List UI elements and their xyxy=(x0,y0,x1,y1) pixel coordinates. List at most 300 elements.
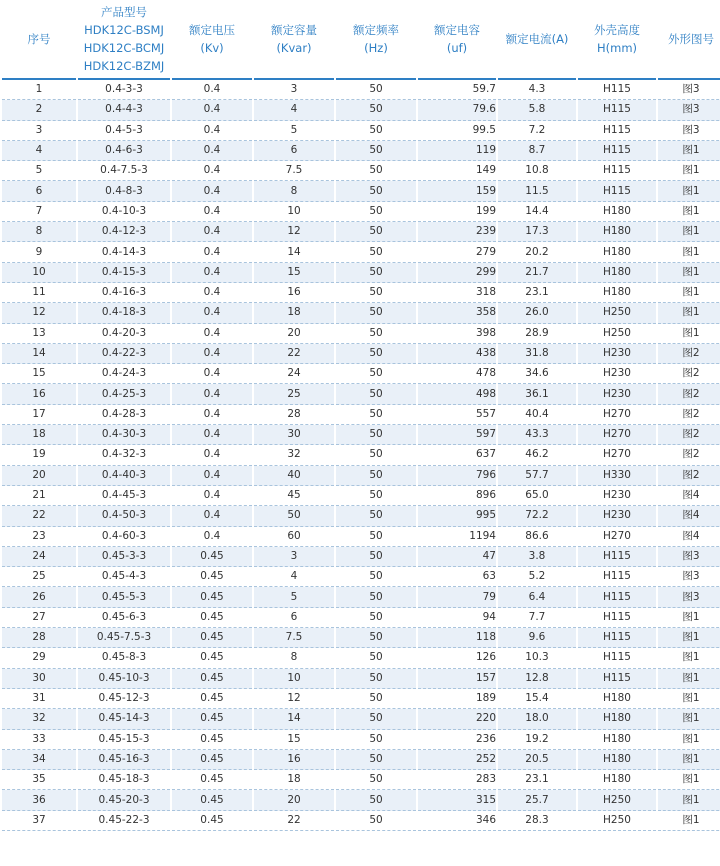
current-cell: 7.2 xyxy=(498,121,576,141)
capacity-cell: 15 xyxy=(254,263,334,283)
model-header-line: HDK12C-BCMJ xyxy=(83,41,165,55)
capacity-cell: 22 xyxy=(254,344,334,364)
height-header-line: H(mm) xyxy=(596,41,638,55)
drawing-cell: 图1 xyxy=(658,181,720,201)
table-row xyxy=(2,303,720,323)
height-cell: H115 xyxy=(578,80,656,100)
model-cell: 0.4-5-3 xyxy=(78,121,170,141)
seq-cell: 33 xyxy=(2,730,76,750)
capacitance-cell: 118 xyxy=(418,628,496,648)
voltage-cell: 0.4 xyxy=(172,527,252,547)
frequency-cell: 50 xyxy=(336,121,416,141)
capacitance-cell: 796 xyxy=(418,466,496,486)
seq-cell: 3 xyxy=(2,121,76,141)
height-cell: H180 xyxy=(578,750,656,770)
frequency-cell: 50 xyxy=(336,405,416,425)
seq-cell: 18 xyxy=(2,425,76,445)
frequency-cell: 50 xyxy=(336,486,416,506)
capacity-cell: 3 xyxy=(254,80,334,100)
current-cell: 8.7 xyxy=(498,141,576,161)
capacitance-cell: 79 xyxy=(418,587,496,607)
current-cell: 5.2 xyxy=(498,567,576,587)
height-cell: H115 xyxy=(578,567,656,587)
current-cell: 23.1 xyxy=(498,770,576,790)
drawing-cell: 图1 xyxy=(658,222,720,242)
current-cell: 86.6 xyxy=(498,527,576,547)
voltage-cell: 0.4 xyxy=(172,344,252,364)
capacitance-cell: 597 xyxy=(418,425,496,445)
current-cell: 4.3 xyxy=(498,80,576,100)
capacity-cell: 3 xyxy=(254,547,334,567)
seq-cell: 21 xyxy=(2,486,76,506)
frequency-cell: 50 xyxy=(336,161,416,181)
capacitance-cell: 896 xyxy=(418,486,496,506)
seq-cell: 2 xyxy=(2,100,76,120)
seq-cell: 27 xyxy=(2,608,76,628)
capacitance-cell: 126 xyxy=(418,648,496,668)
model-header-line: HDK12C-BZMJ xyxy=(83,59,165,73)
current-cell: 65.0 xyxy=(498,486,576,506)
frequency-cell: 50 xyxy=(336,324,416,344)
seq-cell: 6 xyxy=(2,181,76,201)
model-cell: 0.45-15-3 xyxy=(78,730,170,750)
capacitance-cell: 236 xyxy=(418,730,496,750)
seq-cell: 1 xyxy=(2,80,76,100)
capacity-cell: 60 xyxy=(254,527,334,547)
model-cell: 0.45-7.5-3 xyxy=(78,628,170,648)
model-cell: 0.45-12-3 xyxy=(78,689,170,709)
header-row xyxy=(2,0,720,80)
current-cell: 23.1 xyxy=(498,283,576,303)
current-cell: 25.7 xyxy=(498,790,576,810)
model-cell: 0.4-8-3 xyxy=(78,181,170,201)
voltage-header-line: 额定电压 xyxy=(189,23,235,37)
capacitance-cell: 63 xyxy=(418,567,496,587)
current-header xyxy=(498,0,576,80)
height-cell: H180 xyxy=(578,242,656,262)
model-cell: 0.4-22-3 xyxy=(78,344,170,364)
seq-cell: 35 xyxy=(2,770,76,790)
table-row xyxy=(2,202,720,222)
capacitance-header xyxy=(418,0,496,80)
model-cell: 0.45-18-3 xyxy=(78,770,170,790)
table-row xyxy=(2,648,720,668)
capacitance-cell: 557 xyxy=(418,405,496,425)
frequency-cell: 50 xyxy=(336,384,416,404)
drawing-cell: 图2 xyxy=(658,364,720,384)
height-header xyxy=(578,0,656,80)
capacitance-cell: 283 xyxy=(418,770,496,790)
height-cell: H180 xyxy=(578,202,656,222)
voltage-cell: 0.4 xyxy=(172,161,252,181)
current-cell: 14.4 xyxy=(498,202,576,222)
current-cell: 28.9 xyxy=(498,324,576,344)
model-cell: 0.4-24-3 xyxy=(78,364,170,384)
table-row xyxy=(2,486,720,506)
current-cell: 10.8 xyxy=(498,161,576,181)
capacitance-cell: 346 xyxy=(418,811,496,831)
drawing-cell: 图2 xyxy=(658,405,720,425)
drawing-cell: 图3 xyxy=(658,121,720,141)
capacity-cell: 16 xyxy=(254,283,334,303)
table-row xyxy=(2,80,720,100)
table-row xyxy=(2,405,720,425)
model-cell: 0.45-8-3 xyxy=(78,648,170,668)
capacity-cell: 22 xyxy=(254,811,334,831)
seq-cell: 13 xyxy=(2,324,76,344)
capacity-cell: 7.5 xyxy=(254,161,334,181)
frequency-cell: 50 xyxy=(336,466,416,486)
drawing-cell: 图4 xyxy=(658,506,720,526)
frequency-cell: 50 xyxy=(336,730,416,750)
model-cell: 0.4-40-3 xyxy=(78,466,170,486)
height-cell: H115 xyxy=(578,161,656,181)
capacity-cell: 5 xyxy=(254,121,334,141)
table-row xyxy=(2,527,720,547)
drawing-cell: 图1 xyxy=(658,811,720,831)
capacity-cell: 6 xyxy=(254,141,334,161)
model-header-line: HDK12C-BSMJ xyxy=(84,23,164,37)
drawing-cell: 图1 xyxy=(658,669,720,689)
frequency-cell: 50 xyxy=(336,811,416,831)
capacity-cell: 10 xyxy=(254,669,334,689)
voltage-cell: 0.4 xyxy=(172,141,252,161)
model-cell: 0.45-10-3 xyxy=(78,669,170,689)
drawing-cell: 图1 xyxy=(658,141,720,161)
voltage-cell: 0.4 xyxy=(172,263,252,283)
seq-cell: 22 xyxy=(2,506,76,526)
table-row xyxy=(2,709,720,729)
frequency-cell: 50 xyxy=(336,770,416,790)
current-cell: 19.2 xyxy=(498,730,576,750)
frequency-cell: 50 xyxy=(336,303,416,323)
voltage-cell: 0.4 xyxy=(172,283,252,303)
capacitance-cell: 438 xyxy=(418,344,496,364)
current-cell: 43.3 xyxy=(498,425,576,445)
drawing-cell: 图1 xyxy=(658,324,720,344)
drawing-cell: 图2 xyxy=(658,466,720,486)
voltage-cell: 0.4 xyxy=(172,80,252,100)
frequency-header-line: 额定频率 xyxy=(353,23,399,37)
capacitance-cell: 94 xyxy=(418,608,496,628)
current-cell: 21.7 xyxy=(498,263,576,283)
seq-cell: 29 xyxy=(2,648,76,668)
capacitance-cell: 315 xyxy=(418,790,496,810)
height-cell: H250 xyxy=(578,790,656,810)
frequency-cell: 50 xyxy=(336,587,416,607)
frequency-cell: 50 xyxy=(336,567,416,587)
current-cell: 28.3 xyxy=(498,811,576,831)
drawing-cell: 图1 xyxy=(658,161,720,181)
capacitance-cell: 159 xyxy=(418,181,496,201)
current-cell: 17.3 xyxy=(498,222,576,242)
current-cell: 36.1 xyxy=(498,384,576,404)
current-cell: 20.2 xyxy=(498,242,576,262)
drawing-cell: 图1 xyxy=(658,750,720,770)
capacitance-cell: 99.5 xyxy=(418,121,496,141)
height-cell: H115 xyxy=(578,587,656,607)
current-cell: 7.7 xyxy=(498,608,576,628)
height-cell: H270 xyxy=(578,445,656,465)
drawing-cell: 图1 xyxy=(658,709,720,729)
seq-cell: 19 xyxy=(2,445,76,465)
capacity-cell: 12 xyxy=(254,222,334,242)
drawing-cell: 图1 xyxy=(658,790,720,810)
height-cell: H330 xyxy=(578,466,656,486)
table-row xyxy=(2,445,720,465)
voltage-cell: 0.4 xyxy=(172,445,252,465)
model-cell: 0.4-20-3 xyxy=(78,324,170,344)
capacitance-cell: 299 xyxy=(418,263,496,283)
voltage-cell: 0.45 xyxy=(172,587,252,607)
height-cell: H180 xyxy=(578,283,656,303)
drawing-cell: 图1 xyxy=(658,770,720,790)
height-cell: H115 xyxy=(578,121,656,141)
voltage-cell: 0.4 xyxy=(172,121,252,141)
current-cell: 6.4 xyxy=(498,587,576,607)
voltage-cell: 0.4 xyxy=(172,202,252,222)
frequency-cell: 50 xyxy=(336,790,416,810)
current-cell: 3.8 xyxy=(498,547,576,567)
model-cell: 0.45-22-3 xyxy=(78,811,170,831)
voltage-cell: 0.4 xyxy=(172,405,252,425)
drawing-cell: 图1 xyxy=(658,730,720,750)
capacitance-cell: 149 xyxy=(418,161,496,181)
voltage-cell: 0.45 xyxy=(172,669,252,689)
frequency-cell: 50 xyxy=(336,344,416,364)
capacitance-cell: 59.7 xyxy=(418,80,496,100)
seq-cell: 10 xyxy=(2,263,76,283)
seq-cell: 26 xyxy=(2,587,76,607)
drawing-cell: 图3 xyxy=(658,80,720,100)
frequency-cell: 50 xyxy=(336,141,416,161)
height-cell: H115 xyxy=(578,141,656,161)
table-row xyxy=(2,242,720,262)
capacity-cell: 14 xyxy=(254,709,334,729)
seq-cell: 12 xyxy=(2,303,76,323)
drawing-cell: 图2 xyxy=(658,445,720,465)
capacity-cell: 7.5 xyxy=(254,628,334,648)
capacity-cell: 14 xyxy=(254,242,334,262)
frequency-cell: 50 xyxy=(336,242,416,262)
voltage-cell: 0.45 xyxy=(172,608,252,628)
capacity-cell: 8 xyxy=(254,181,334,201)
seq-cell: 31 xyxy=(2,689,76,709)
voltage-cell: 0.45 xyxy=(172,750,252,770)
height-cell: H250 xyxy=(578,811,656,831)
model-cell: 0.4-50-3 xyxy=(78,506,170,526)
table-row xyxy=(2,324,720,344)
voltage-cell: 0.4 xyxy=(172,425,252,445)
frequency-cell: 50 xyxy=(336,527,416,547)
capacity-cell: 18 xyxy=(254,770,334,790)
capacitance-cell: 637 xyxy=(418,445,496,465)
height-cell: H115 xyxy=(578,181,656,201)
model-cell: 0.4-16-3 xyxy=(78,283,170,303)
capacity-cell: 12 xyxy=(254,689,334,709)
capacitance-cell: 239 xyxy=(418,222,496,242)
drawing-cell: 图1 xyxy=(658,242,720,262)
drawing-cell: 图1 xyxy=(658,608,720,628)
frequency-cell: 50 xyxy=(336,648,416,668)
drawing-header xyxy=(658,0,720,80)
capacity-cell: 28 xyxy=(254,405,334,425)
model-cell: 0.4-6-3 xyxy=(78,141,170,161)
height-cell: H230 xyxy=(578,506,656,526)
frequency-cell: 50 xyxy=(336,547,416,567)
drawing-cell: 图3 xyxy=(658,587,720,607)
drawing-cell: 图4 xyxy=(658,527,720,547)
table-row xyxy=(2,608,720,628)
height-cell: H180 xyxy=(578,770,656,790)
capacitance-cell: 498 xyxy=(418,384,496,404)
drawing-cell: 图2 xyxy=(658,384,720,404)
height-cell: H230 xyxy=(578,344,656,364)
capacity-cell: 5 xyxy=(254,587,334,607)
drawing-cell: 图1 xyxy=(658,303,720,323)
table-row xyxy=(2,567,720,587)
seq-cell: 28 xyxy=(2,628,76,648)
seq-cell: 30 xyxy=(2,669,76,689)
drawing-cell: 图1 xyxy=(658,263,720,283)
capacitance-cell: 47 xyxy=(418,547,496,567)
model-cell: 0.4-32-3 xyxy=(78,445,170,465)
model-cell: 0.4-45-3 xyxy=(78,486,170,506)
seq-cell: 15 xyxy=(2,364,76,384)
frequency-header-line: (Hz) xyxy=(364,41,388,55)
capacitance-cell: 119 xyxy=(418,141,496,161)
voltage-header xyxy=(172,0,252,80)
capacity-cell: 4 xyxy=(254,100,334,120)
table-row xyxy=(2,161,720,181)
voltage-cell: 0.45 xyxy=(172,709,252,729)
model-cell: 0.4-14-3 xyxy=(78,242,170,262)
height-cell: H270 xyxy=(578,405,656,425)
voltage-cell: 0.4 xyxy=(172,486,252,506)
height-cell: H270 xyxy=(578,527,656,547)
frequency-cell: 50 xyxy=(336,669,416,689)
seq-cell: 17 xyxy=(2,405,76,425)
height-cell: H250 xyxy=(578,324,656,344)
model-cell: 0.4-18-3 xyxy=(78,303,170,323)
capacitance-cell: 478 xyxy=(418,364,496,384)
table-row xyxy=(2,466,720,486)
height-cell: H115 xyxy=(578,547,656,567)
current-cell: 40.4 xyxy=(498,405,576,425)
seq-cell: 11 xyxy=(2,283,76,303)
frequency-cell: 50 xyxy=(336,709,416,729)
current-cell: 20.5 xyxy=(498,750,576,770)
current-cell: 18.0 xyxy=(498,709,576,729)
capacity-cell: 50 xyxy=(254,506,334,526)
current-cell: 12.8 xyxy=(498,669,576,689)
capacitance-header-line: (uf) xyxy=(446,41,468,55)
frequency-cell: 50 xyxy=(336,80,416,100)
model-cell: 0.45-14-3 xyxy=(78,709,170,729)
voltage-cell: 0.45 xyxy=(172,567,252,587)
frequency-cell: 50 xyxy=(336,181,416,201)
height-cell: H115 xyxy=(578,100,656,120)
model-cell: 0.4-25-3 xyxy=(78,384,170,404)
seq-cell: 7 xyxy=(2,202,76,222)
model-cell: 0.4-30-3 xyxy=(78,425,170,445)
capacity-cell: 8 xyxy=(254,648,334,668)
frequency-cell: 50 xyxy=(336,445,416,465)
seq-cell: 36 xyxy=(2,790,76,810)
drawing-cell: 图3 xyxy=(658,100,720,120)
height-cell: H250 xyxy=(578,303,656,323)
current-cell: 11.5 xyxy=(498,181,576,201)
table-row xyxy=(2,811,720,831)
voltage-cell: 0.4 xyxy=(172,100,252,120)
capacitance-cell: 1194 xyxy=(418,527,496,547)
voltage-cell: 0.4 xyxy=(172,181,252,201)
capacitance-header-line: 额定电容 xyxy=(434,23,480,37)
seq-header xyxy=(2,0,76,80)
model-cell: 0.45-3-3 xyxy=(78,547,170,567)
voltage-cell: 0.4 xyxy=(172,242,252,262)
current-cell: 46.2 xyxy=(498,445,576,465)
capacitance-cell: 220 xyxy=(418,709,496,729)
height-cell: H270 xyxy=(578,425,656,445)
table-row xyxy=(2,100,720,120)
seq-cell: 20 xyxy=(2,466,76,486)
capacitance-cell: 318 xyxy=(418,283,496,303)
voltage-header-line: (Kv) xyxy=(200,41,224,55)
capacity-cell: 24 xyxy=(254,364,334,384)
seq-cell: 4 xyxy=(2,141,76,161)
drawing-cell: 图1 xyxy=(658,628,720,648)
voltage-cell: 0.4 xyxy=(172,364,252,384)
capacity-cell: 40 xyxy=(254,466,334,486)
table-row xyxy=(2,587,720,607)
table-row xyxy=(2,222,720,242)
capacity-cell: 32 xyxy=(254,445,334,465)
table-row xyxy=(2,181,720,201)
voltage-cell: 0.45 xyxy=(172,811,252,831)
drawing-cell: 图1 xyxy=(658,202,720,222)
model-cell: 0.4-7.5-3 xyxy=(78,161,170,181)
seq-cell: 24 xyxy=(2,547,76,567)
capacity-cell: 45 xyxy=(254,486,334,506)
table-row xyxy=(2,790,720,810)
model-cell: 0.45-20-3 xyxy=(78,790,170,810)
table-row xyxy=(2,283,720,303)
capacity-header-line: 额定容量 xyxy=(271,23,317,37)
voltage-cell: 0.4 xyxy=(172,303,252,323)
current-cell: 26.0 xyxy=(498,303,576,323)
seq-cell: 8 xyxy=(2,222,76,242)
drawing-cell: 图3 xyxy=(658,567,720,587)
frequency-cell: 50 xyxy=(336,283,416,303)
seq-cell: 34 xyxy=(2,750,76,770)
frequency-cell: 50 xyxy=(336,750,416,770)
seq-cell: 32 xyxy=(2,709,76,729)
height-cell: H115 xyxy=(578,669,656,689)
table-row xyxy=(2,689,720,709)
seq-cell: 16 xyxy=(2,384,76,404)
capacity-cell: 30 xyxy=(254,425,334,445)
height-cell: H180 xyxy=(578,709,656,729)
voltage-cell: 0.45 xyxy=(172,648,252,668)
capacitance-cell: 398 xyxy=(418,324,496,344)
current-cell: 10.3 xyxy=(498,648,576,668)
capacitance-cell: 279 xyxy=(418,242,496,262)
capacity-cell: 16 xyxy=(254,750,334,770)
current-cell: 57.7 xyxy=(498,466,576,486)
capacity-cell: 6 xyxy=(254,608,334,628)
height-cell: H230 xyxy=(578,384,656,404)
